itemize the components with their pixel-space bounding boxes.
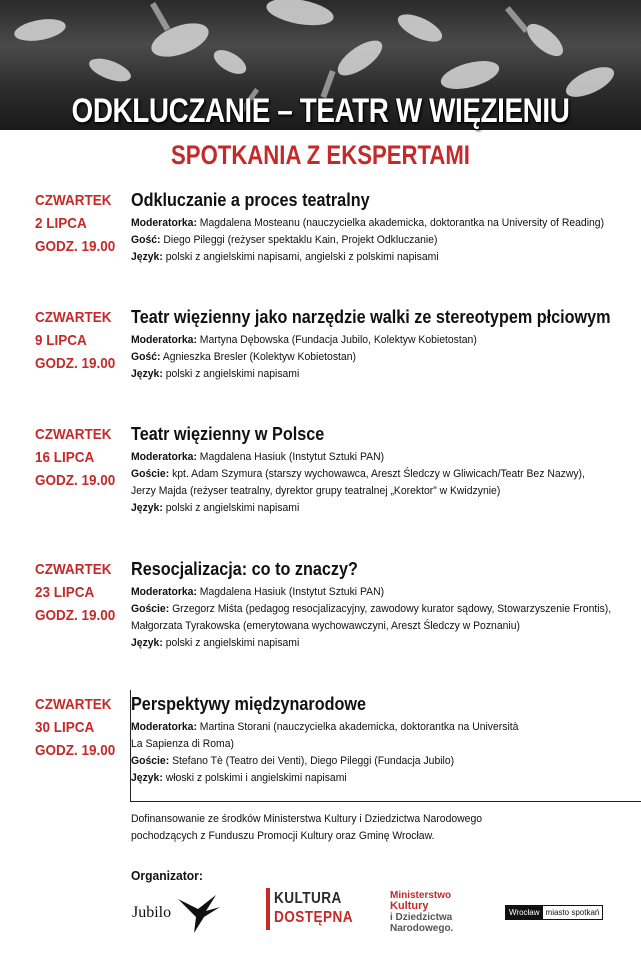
event-date: 23 LIPCA bbox=[35, 584, 95, 601]
event-day: CZWARTEK bbox=[35, 426, 112, 443]
wroclaw-logo bbox=[505, 905, 603, 920]
logo-text: Kultury bbox=[390, 900, 429, 912]
event-guests: Goście: Grzegorz Miśta (pedagog resocjalizacyjny, zawodowy kurator sądowy, Stowarzyszenie Frontis), bbox=[131, 603, 612, 615]
event-moderator: Moderatorka: Magdalena Hasiuk (Instytut Sztuki PAN) bbox=[131, 451, 385, 463]
event-guest: Gość: Diego Pileggi (reżyser spektaklu Kain, Projekt Odkluczanie) bbox=[131, 234, 438, 246]
event-title: Resocjalizacja: co to znaczy? bbox=[131, 559, 358, 579]
event-language: Język: polski z angielskimi napisami, angielski z polskimi napisami bbox=[131, 251, 439, 263]
hummingbird-icon bbox=[176, 893, 222, 935]
funding-note bbox=[131, 811, 482, 845]
logo-text: i Dziedzictwa bbox=[390, 912, 453, 923]
event-day: CZWARTEK bbox=[35, 696, 112, 713]
event-guests-cont: Małgorzata Tyrakowska (emerytowana wychowawczyni, Areszt Śledczy w Poznaniu) bbox=[131, 620, 520, 632]
jubilo-logo-text: Jubilo bbox=[132, 904, 172, 921]
event-time: GODZ. 19.00 bbox=[35, 607, 116, 624]
event-guests: Goście: Stefano Tè (Teatro dei Venti), Diego Pileggi (Fundacja Jubilo) bbox=[131, 755, 455, 767]
event-details bbox=[131, 423, 631, 517]
logo-text: Narodowego. bbox=[390, 923, 454, 934]
event-day: CZWARTEK bbox=[35, 192, 112, 209]
event-title: Teatr więzienny w Polsce bbox=[131, 424, 325, 444]
event-details bbox=[131, 693, 631, 787]
event-language: Język: polski z angielskimi napisami bbox=[131, 368, 300, 380]
event-time: GODZ. 19.00 bbox=[35, 238, 116, 255]
funding-line: pochodzących z Funduszu Promocji Kultury oraz Gminę Wrocław. bbox=[131, 830, 435, 842]
event-date: 16 LIPCA bbox=[35, 449, 95, 466]
event-date-block bbox=[35, 423, 130, 492]
event-time: GODZ. 19.00 bbox=[35, 472, 116, 489]
event-day: CZWARTEK bbox=[35, 309, 112, 326]
event-date-block bbox=[35, 306, 130, 375]
event-title: Teatr więzienny jako narzędzie walki ze stereotypem płciowym bbox=[131, 307, 611, 327]
page-subtitle: SPOTKANIA Z EKSPERTAMI bbox=[171, 140, 470, 170]
event-date: 2 LIPCA bbox=[35, 215, 87, 232]
event-date-block bbox=[35, 189, 130, 258]
logo-text: miasto spotkań bbox=[545, 908, 600, 917]
event-day: CZWARTEK bbox=[35, 561, 112, 578]
event-language: Język: polski z angielskimi napisami bbox=[131, 637, 300, 649]
event-time: GODZ. 19.00 bbox=[35, 355, 116, 372]
logo-text: Ministerstwo bbox=[390, 890, 452, 901]
event-details bbox=[131, 558, 631, 652]
logo-text: DOSTĘPNA bbox=[274, 909, 353, 926]
logo-text: KULTURA bbox=[274, 890, 342, 907]
ministry-logo bbox=[390, 890, 453, 934]
event-date-block bbox=[35, 693, 130, 762]
event-moderator: Moderatorka: Magdalena Hasiuk (Instytut Sztuki PAN) bbox=[131, 586, 385, 598]
event-title: Perspektywy międzynarodowe bbox=[131, 694, 366, 714]
event-moderator-cont: La Sapienza di Roma) bbox=[131, 738, 234, 750]
event-guests: Goście: kpt. Adam Szymura (starszy wychowawca, Areszt Śledczy w Gliwicach/Teatr Bez Nazwy), bbox=[131, 468, 585, 480]
event-moderator: Moderatorka: Martyna Dębowska (Fundacja Jubilo, Kolektyw Kobietostan) bbox=[131, 334, 477, 346]
logo-bracket bbox=[266, 888, 270, 930]
event-date: 30 LIPCA bbox=[35, 719, 95, 736]
event-language: Język: polski z angielskimi napisami bbox=[131, 502, 300, 514]
divider-horizontal bbox=[130, 801, 641, 802]
event-date-block bbox=[35, 558, 130, 627]
page-title: ODKLUCZANIE – TEATR W WIĘZIENIU bbox=[71, 92, 570, 130]
event-date: 9 LIPCA bbox=[35, 332, 87, 349]
jubilo-logo bbox=[132, 904, 171, 922]
event-details bbox=[131, 306, 631, 383]
funding-line: Dofinansowanie ze środków Ministerstwa Kultury i Dziedzictwa Narodowego bbox=[131, 813, 483, 825]
event-time: GODZ. 19.00 bbox=[35, 742, 116, 759]
event-moderator: Moderatorka: Magdalena Mosteanu (nauczycielka akademicka, doktorantka na University of Reading) bbox=[131, 217, 605, 229]
event-guest: Gość: Agnieszka Bresler (Kolektyw Kobietostan) bbox=[131, 351, 356, 363]
logo-text: Wrocław bbox=[506, 906, 543, 919]
event-language: Język: włoski z polskimi i angielskimi napisami bbox=[131, 772, 347, 784]
event-details bbox=[131, 189, 631, 266]
kultura-dostepna-logo bbox=[266, 888, 353, 930]
event-title: Odkluczanie a proces teatralny bbox=[131, 190, 370, 210]
organizer-label: Organizator: bbox=[131, 868, 203, 883]
divider-vertical bbox=[130, 690, 131, 802]
event-guests-cont: Jerzy Majda (reżyser teatralny, dyrektor grupy teatralnej „Korektor” w Kwidzynie) bbox=[131, 485, 501, 497]
event-moderator: Moderatorka: Martina Storani (nauczycielka akademicka, doktorantka na Università bbox=[131, 721, 519, 733]
